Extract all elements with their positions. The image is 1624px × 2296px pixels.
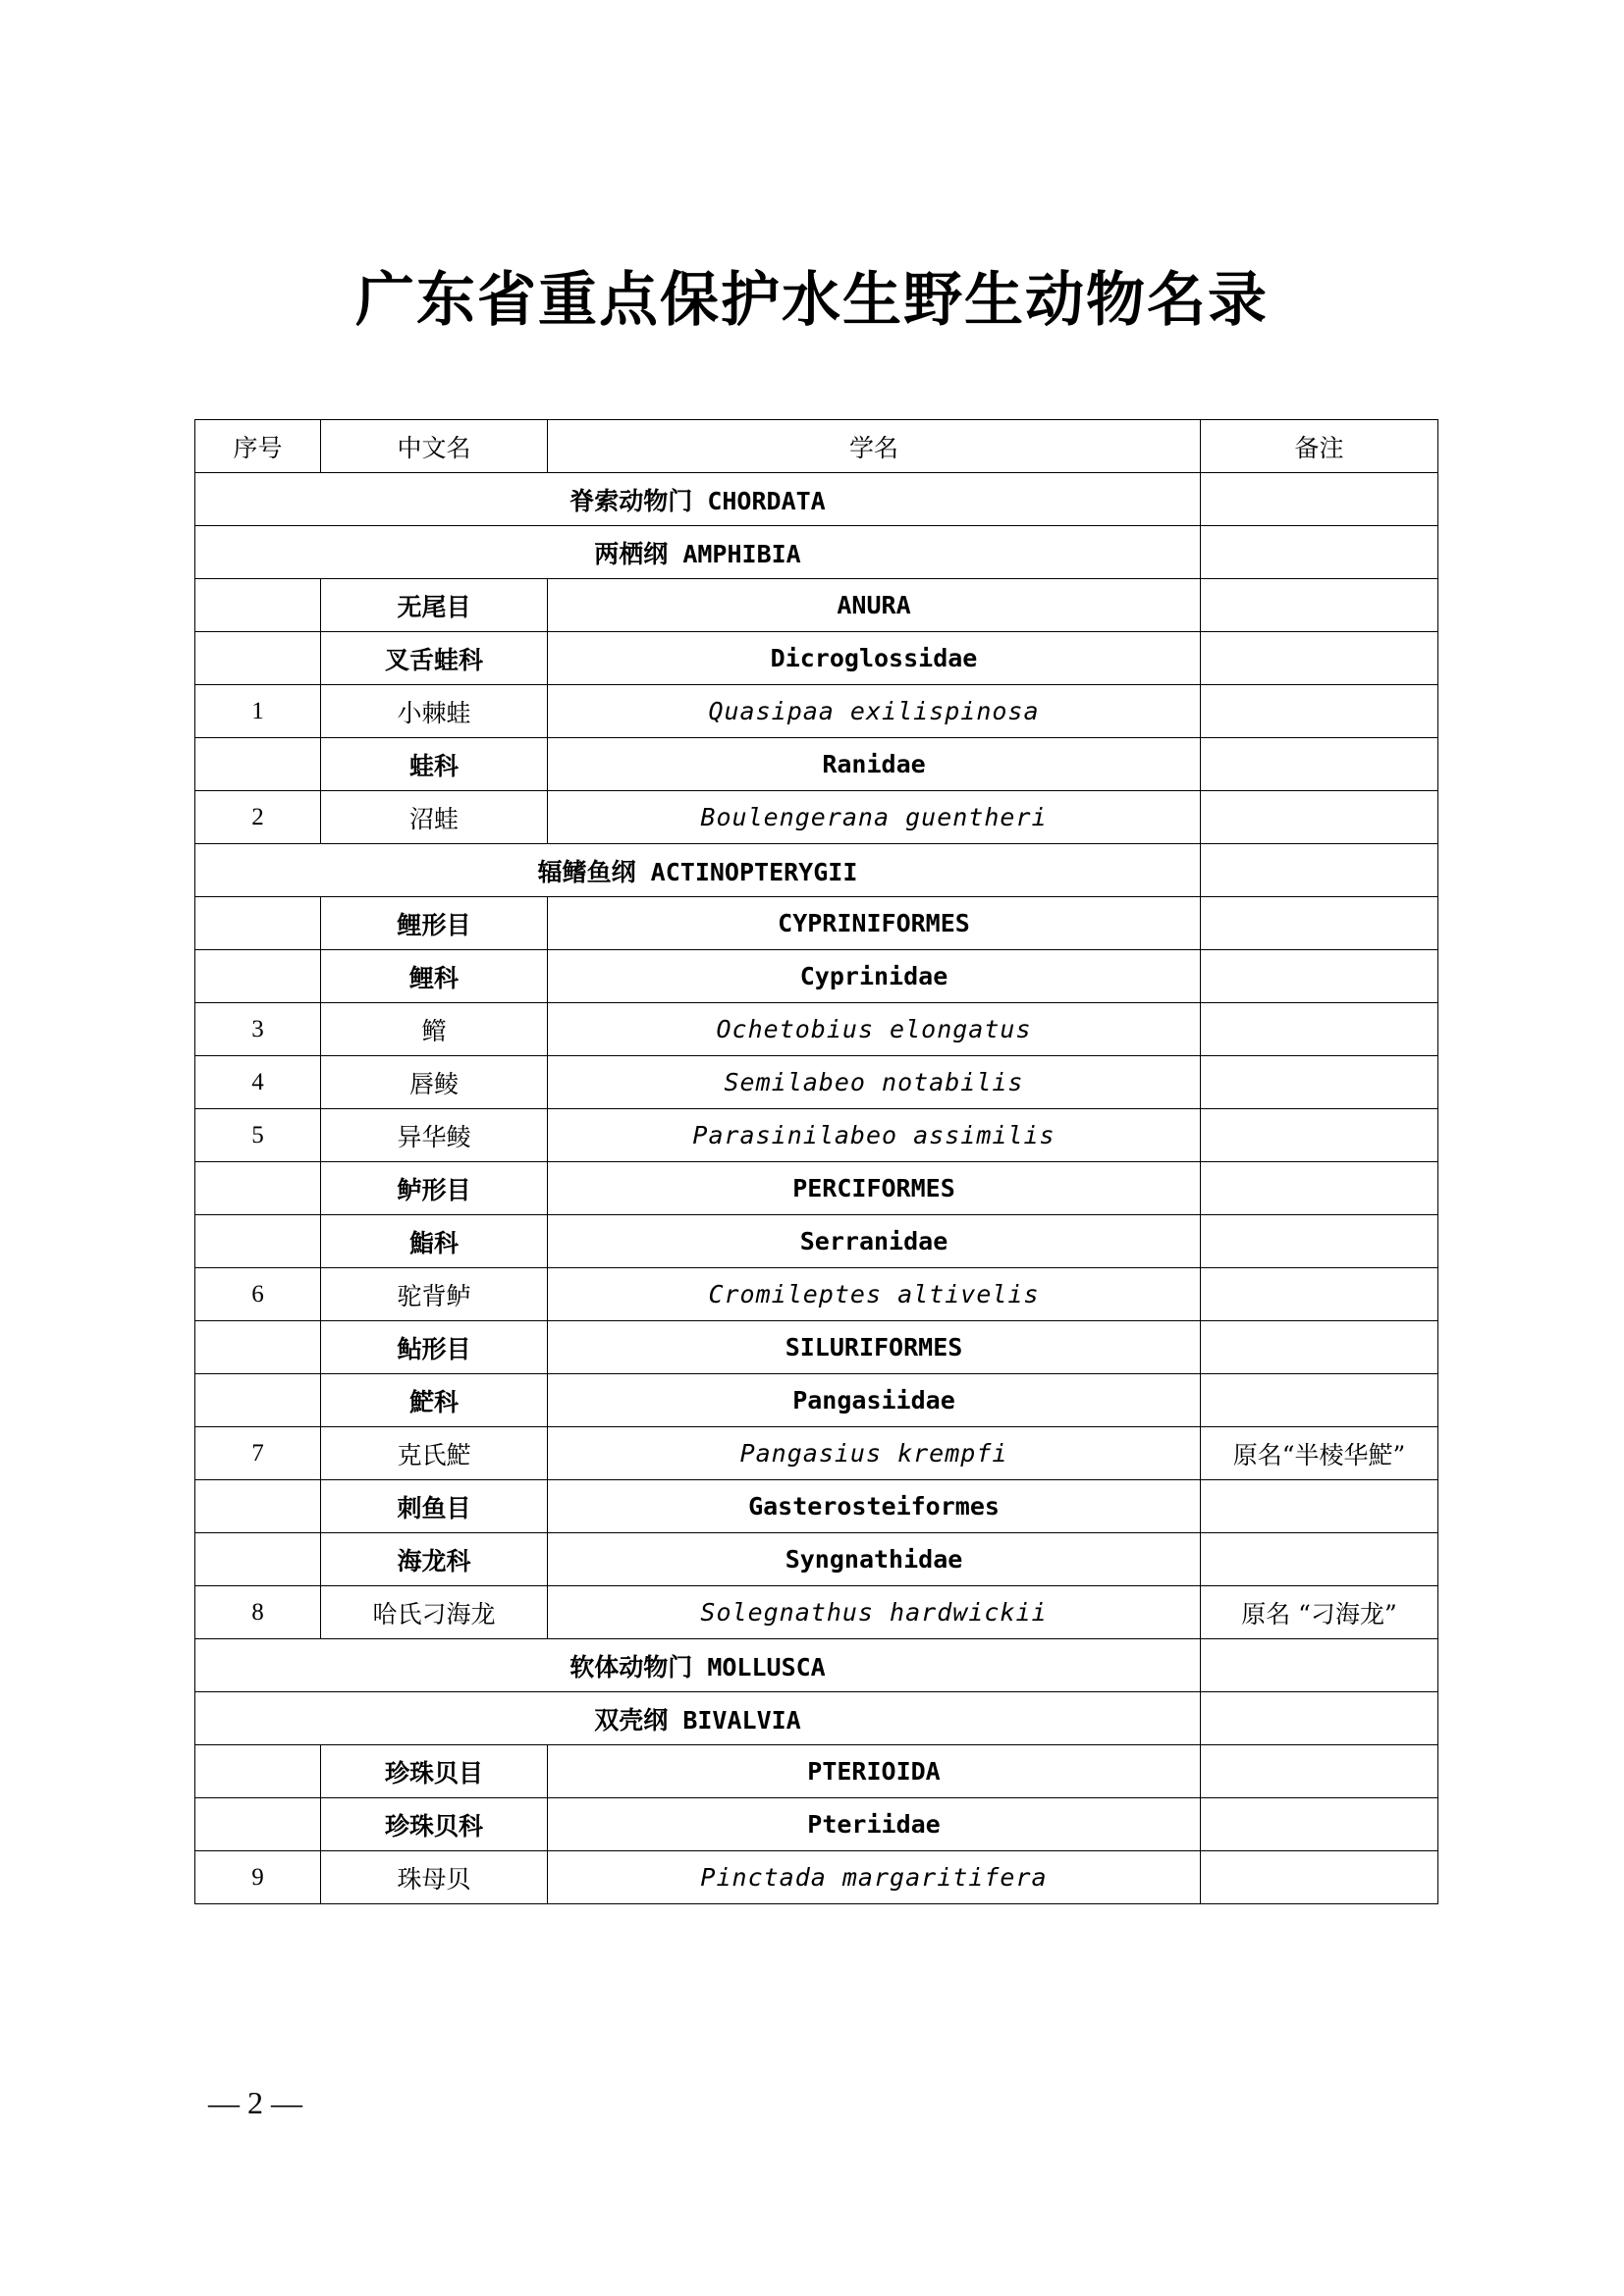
scientific-name-cell: Pangasius krempfi (548, 1427, 1201, 1480)
chinese-name-cell: 无尾目 (321, 579, 548, 632)
scientific-name-cell: PERCIFORMES (548, 1162, 1201, 1215)
species-row (195, 1003, 1438, 1056)
chinese-name-cell: 鲇形目 (321, 1321, 548, 1374)
species-row (195, 1427, 1438, 1480)
chinese-name-cell: 鲈形目 (321, 1162, 548, 1215)
scientific-name-cell: Pangasiidae (548, 1374, 1201, 1427)
chinese-name-cell: 蛙科 (321, 738, 548, 791)
chinese-name-cell: 鮨科 (321, 1215, 548, 1268)
chinese-name-cell: 鲤科 (321, 950, 548, 1003)
number-cell (195, 950, 321, 1003)
remark-cell (1201, 1851, 1438, 1904)
scientific-name-cell: Syngnathidae (548, 1533, 1201, 1586)
taxon-row (195, 1533, 1438, 1586)
scientific-name-cell: Pteriidae (548, 1798, 1201, 1851)
group-row (195, 526, 1438, 579)
scientific-name-cell: Quasipaa exilispinosa (548, 685, 1201, 738)
number-cell (195, 1533, 321, 1586)
page-title: 广东省重点保护水生野生动物名录 (355, 266, 1269, 335)
remark-cell (1201, 1374, 1438, 1427)
scientific-name-cell: Cromileptes altivelis (548, 1268, 1201, 1321)
remark-cell (1201, 1003, 1438, 1056)
scientific-name-cell: Gasterosteiformes (548, 1480, 1201, 1533)
number-cell (195, 1321, 321, 1374)
chinese-name-cell: 哈氏刁海龙 (321, 1586, 548, 1639)
remark-cell (1201, 1215, 1438, 1268)
remark-cell (1201, 685, 1438, 738)
number-cell (195, 1374, 321, 1427)
remark-cell (1201, 950, 1438, 1003)
scientific-name-cell: Semilabeo notabilis (548, 1056, 1201, 1109)
remark-cell (1201, 473, 1438, 526)
chinese-name-cell: 海龙科 (321, 1533, 548, 1586)
table-body (195, 473, 1438, 1904)
number-cell: 8 (195, 1586, 321, 1639)
header-scientific-name: 学名 (548, 420, 1201, 473)
taxon-row (195, 1162, 1438, 1215)
number-cell: 4 (195, 1056, 321, 1109)
number-cell (195, 1162, 321, 1215)
remark-cell: 原名“半棱华𩷶” (1201, 1427, 1438, 1480)
chinese-name-cell: 小棘蛙 (321, 685, 548, 738)
chinese-name-cell: 珍珠贝目 (321, 1745, 548, 1798)
chinese-name-cell: 珍珠贝科 (321, 1798, 548, 1851)
group-row (195, 1692, 1438, 1745)
scientific-name-cell: Dicroglossidae (548, 632, 1201, 685)
scientific-name-cell: Solegnathus hardwickii (548, 1586, 1201, 1639)
number-cell: 7 (195, 1427, 321, 1480)
taxon-row (195, 950, 1438, 1003)
number-cell: 3 (195, 1003, 321, 1056)
number-cell: 5 (195, 1109, 321, 1162)
number-cell (195, 632, 321, 685)
remark-cell (1201, 897, 1438, 950)
taxon-row (195, 1480, 1438, 1533)
number-cell (195, 897, 321, 950)
remark-cell (1201, 844, 1438, 897)
chinese-name-cell: 珠母贝 (321, 1851, 548, 1904)
number-cell: 6 (195, 1268, 321, 1321)
header-remark: 备注 (1201, 420, 1438, 473)
number-cell: 1 (195, 685, 321, 738)
remark-cell (1201, 1692, 1438, 1745)
number-cell (195, 1215, 321, 1268)
number-cell: 2 (195, 791, 321, 844)
group-row (195, 844, 1438, 897)
scientific-name-cell: PTERIOIDA (548, 1745, 1201, 1798)
table-header-row (195, 420, 1438, 473)
group-label: 两栖纲 AMPHIBIA (195, 526, 1201, 579)
species-row (195, 1586, 1438, 1639)
group-row (195, 1639, 1438, 1692)
species-row (195, 685, 1438, 738)
species-row (195, 1851, 1438, 1904)
number-cell (195, 579, 321, 632)
remark-cell (1201, 526, 1438, 579)
species-row (195, 1109, 1438, 1162)
species-table (194, 419, 1438, 1904)
remark-cell (1201, 1109, 1438, 1162)
taxon-row (195, 1798, 1438, 1851)
chinese-name-cell: 鲤形目 (321, 897, 548, 950)
number-cell: 9 (195, 1851, 321, 1904)
remark-cell (1201, 579, 1438, 632)
taxon-row (195, 897, 1438, 950)
number-cell (195, 1480, 321, 1533)
remark-cell (1201, 791, 1438, 844)
header-chinese-name: 中文名 (321, 420, 548, 473)
taxon-row (195, 1745, 1438, 1798)
taxon-row (195, 1374, 1438, 1427)
chinese-name-cell: 唇鲮 (321, 1056, 548, 1109)
chinese-name-cell: 叉舌蛙科 (321, 632, 548, 685)
taxon-row (195, 1321, 1438, 1374)
species-row (195, 1268, 1438, 1321)
page-number: — 2 — (208, 2085, 302, 2120)
scientific-name-cell: Serranidae (548, 1215, 1201, 1268)
group-label: 脊索动物门 CHORDATA (195, 473, 1201, 526)
scientific-name-cell: SILURIFORMES (548, 1321, 1201, 1374)
remark-cell (1201, 1745, 1438, 1798)
taxon-row (195, 579, 1438, 632)
scientific-name-cell: Ochetobius elongatus (548, 1003, 1201, 1056)
chinese-name-cell: 𩷶科 (321, 1374, 548, 1427)
scientific-name-cell: Ranidae (548, 738, 1201, 791)
remark-cell (1201, 1321, 1438, 1374)
chinese-name-cell: 鳤 (321, 1003, 548, 1056)
group-label: 软体动物门 MOLLUSCA (195, 1639, 1201, 1692)
remark-cell (1201, 1268, 1438, 1321)
chinese-name-cell: 异华鲮 (321, 1109, 548, 1162)
number-cell (195, 1745, 321, 1798)
remark-cell (1201, 1798, 1438, 1851)
group-row (195, 473, 1438, 526)
chinese-name-cell: 克氏𩷶 (321, 1427, 548, 1480)
number-cell (195, 1798, 321, 1851)
chinese-name-cell: 沼蛙 (321, 791, 548, 844)
group-label: 辐鳍鱼纲 ACTINOPTERYGII (195, 844, 1201, 897)
species-row (195, 791, 1438, 844)
scientific-name-cell: ANURA (548, 579, 1201, 632)
taxon-row (195, 632, 1438, 685)
header-number: 序号 (195, 420, 321, 473)
remark-cell (1201, 632, 1438, 685)
scientific-name-cell: CYPRINIFORMES (548, 897, 1201, 950)
chinese-name-cell: 驼背鲈 (321, 1268, 548, 1321)
remark-cell (1201, 1639, 1438, 1692)
taxon-row (195, 1215, 1438, 1268)
taxon-row (195, 738, 1438, 791)
remark-cell: 原名 “刁海龙” (1201, 1586, 1438, 1639)
scientific-name-cell: Boulengerana guentheri (548, 791, 1201, 844)
remark-cell (1201, 1480, 1438, 1533)
remark-cell (1201, 1162, 1438, 1215)
scientific-name-cell: Pinctada margaritifera (548, 1851, 1201, 1904)
group-label: 双壳纲 BIVALVIA (195, 1692, 1201, 1745)
number-cell (195, 738, 321, 791)
remark-cell (1201, 1533, 1438, 1586)
remark-cell (1201, 738, 1438, 791)
chinese-name-cell: 刺鱼目 (321, 1480, 548, 1533)
scientific-name-cell: Parasinilabeo assimilis (548, 1109, 1201, 1162)
scientific-name-cell: Cyprinidae (548, 950, 1201, 1003)
species-row (195, 1056, 1438, 1109)
remark-cell (1201, 1056, 1438, 1109)
